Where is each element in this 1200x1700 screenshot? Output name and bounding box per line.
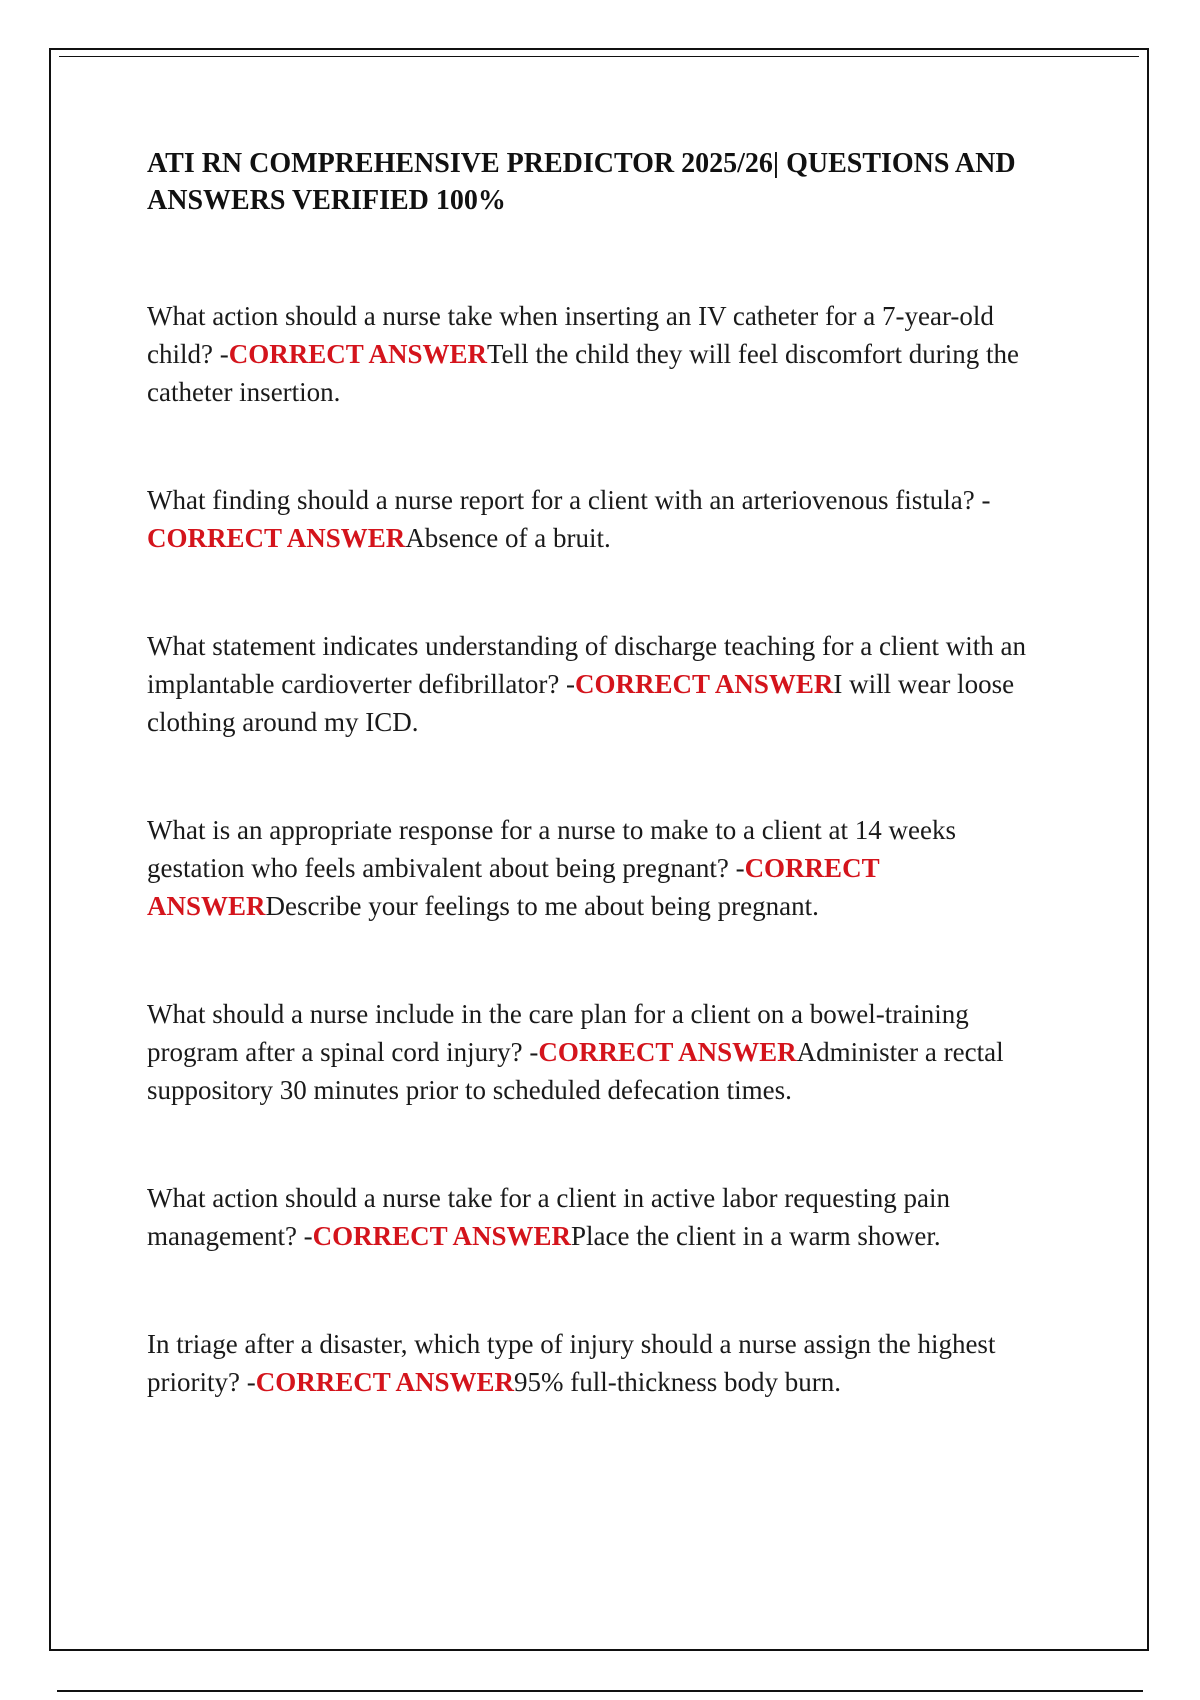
bottom-rule xyxy=(57,1690,1143,1692)
document-title: ATI RN COMPREHENSIVE PREDICTOR 2025/26| QUESTIONS AND ANSWERS VERIFIED 100% xyxy=(147,148,1016,216)
question-text: What finding should a nurse report for a client with an arteriovenous fistula? - xyxy=(147,485,991,515)
question-text: In triage after a disaster, which type of injury should a nurse assign the highest priority? - xyxy=(147,1329,996,1397)
qa-item xyxy=(147,297,1052,411)
correct-answer-label: CORRECT ANSWER xyxy=(312,1221,571,1251)
qa-item xyxy=(147,811,1052,925)
correct-answer-label: CORRECT ANSWER xyxy=(575,669,834,699)
question-text: What action should a nurse take for a client in active labor requesting pain management? - xyxy=(147,1183,950,1251)
correct-answer-label: CORRECT ANSWER xyxy=(228,339,488,369)
question-text: What should a nurse include in the care plan for a client on a bowel-training program after a spinal cord injury? - xyxy=(147,999,969,1067)
top-rule xyxy=(59,56,1139,57)
question-text: What is an appropriate response for a nurse to make to a client at 14 weeks gestation who feels ambivalent about being pregnant? - xyxy=(147,815,956,883)
answer-text: Place the client in a warm shower. xyxy=(570,1221,941,1251)
correct-answer-label: CORRECT ANSWER xyxy=(255,1367,515,1397)
answer-text: Absence of a bruit. xyxy=(405,523,611,553)
answer-text: 95% full-thickness body burn. xyxy=(514,1367,841,1397)
answer-text: Describe your feelings to me about being pregnant. xyxy=(265,891,819,921)
qa-item xyxy=(147,995,1052,1109)
qa-item xyxy=(147,1325,1052,1401)
qa-list xyxy=(147,297,1052,1401)
qa-item xyxy=(147,627,1052,741)
correct-answer-label: CORRECT ANSWER xyxy=(147,523,406,553)
answer-text: Administer a rectal suppository 30 minutes prior to scheduled defecation times. xyxy=(147,1037,1004,1105)
question-text: What action should a nurse take when inserting an IV catheter for a 7-year-old child? - xyxy=(147,301,994,369)
question-text: What statement indicates understanding of discharge teaching for a client with an implantable cardioverter defibrillator? - xyxy=(147,631,1026,699)
answer-text: I will wear loose clothing around my ICD. xyxy=(147,669,1015,737)
document-body xyxy=(147,145,1052,1471)
answer-text: Tell the child they will feel discomfort during the catheter insertion. xyxy=(147,339,1020,407)
correct-answer-label: CORRECT ANSWER xyxy=(538,1037,797,1067)
qa-item xyxy=(147,481,1052,557)
correct-answer-label: CORRECT ANSWER xyxy=(147,853,880,921)
qa-item xyxy=(147,1179,1052,1255)
